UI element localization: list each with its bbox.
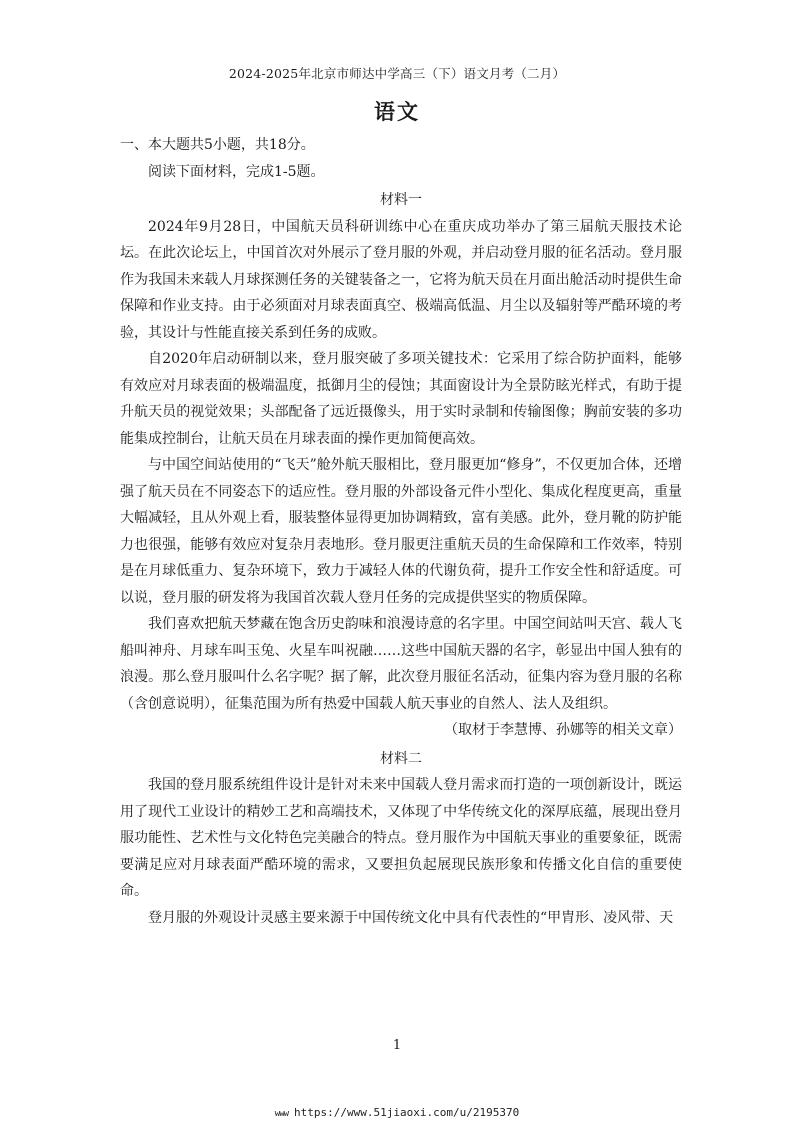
footer-url[interactable]: https://www.51jiaoxi.com/u/2195370 <box>294 1106 520 1119</box>
section-heading: 一、本大题共5小题，共18分。 <box>120 137 315 153</box>
exam-header: 2024-2025年北京市师达中学高三（下）语文月考（二月） <box>228 66 566 81</box>
instruction-text: 阅读下面材料，完成1-5题。 <box>148 163 325 180</box>
material1-paragraph-3: 与中国空间站使用的“飞天”舱外航天服相比，登月服更加“修身”，不仅更加合体，还增强了航天员在不同姿态下的适应性。登月服的外部设备元件小型化、集成化程度更高，重量大幅减轻，且从外观上看，服装整体显得更加协调精致，富有美感。此外，登月靴的防护能力也很强，能够有效应对复杂月表地形。登月服更注重航天员的生命保障和工作效率，特别是在月球低重力、复杂环境下，致力于减轻人体的代谢负荷，提升工作安全性和舒适度。可以说，登月服的研发将为我国首次载人登月任务的完成提供坚实的物质保障。 <box>120 457 682 606</box>
material1-paragraph-2: 自2020年启动研制以来，登月服突破了多项关键技术：它采用了综合防护面料，能够有效应对月球表面的极端温度，抵御月尘的侵蚀；其面窗设计为全景防眩光样式，有助于提升航天员的视觉效果；头部配备了远近摄像头，用于实时录制和传输图像；胸前安装的多功能集成控制台，让航天员在月球表面的操作更加简便高效。 <box>120 351 682 447</box>
page-number: 1 <box>392 1038 402 1053</box>
material2-title: 材料二 <box>380 750 422 767</box>
material2-paragraph-1: 我国的登月服系统组件设计是针对未来中国载人登月需求而打造的一项创新设计，既运用了现代工业设计的精妙工艺和高端技术，又体现了中华传统文化的深厚底蕴，展现出登月服功能性、艺术性与文化特色完美融合的特点。登月服作为中国航天事业的重要象征，既需要满足应对月球表面严酷环境的需求，又要担负起展现民族形象和传播文化自信的重要使命。 <box>120 777 682 899</box>
material1-source: （取材于李慧博、孙娜等的相关文章） <box>444 722 682 738</box>
footer-prefix: www <box>274 1109 289 1119</box>
material1-title: 材料一 <box>380 192 422 208</box>
material1-paragraph-4: 我们喜欢把航天梦藏在饱含历史韵味和浪漫诗意的名字里。中国空间站叫天宫、载人飞船叫神舟、月球车叫玉兔、火星车叫祝融……这些中国航天器的名字，彰显出中国人独有的浪漫。那么登月服叫什么名字呢？据了解，此次登月服征名活动，征集内容为登月服的名称（含创意说明），征集范围为所有热爱中国载人航天事业的自然人、法人及组织。 <box>120 616 682 712</box>
material2-paragraph-2: 登月服的外观设计灵感主要来源于中国传统文化中具有代表性的“甲胄形、凌风带、天 <box>148 909 674 926</box>
material1-paragraph-1: 2024年9月28日，中国航天员科研训练中心在重庆成功举办了第三届航天服技术论坛。在此次论坛上，中国首次对外展示了登月服的外观，并启动登月服的征名活动。登月服作为我国未来载人月球探测任务的关键装备之一，它将为航天员在月面出舱活动时提供生命保障和作业支持。由于必须面对月球表面真空、极端高低温、月尘以及辐射等严酷环境的考验，其设计与性能直接关系到任务的成败。 <box>120 218 682 341</box>
footer-watermark <box>0 1106 794 1119</box>
main-content <box>120 132 682 931</box>
page-title: 语文 <box>374 99 420 124</box>
